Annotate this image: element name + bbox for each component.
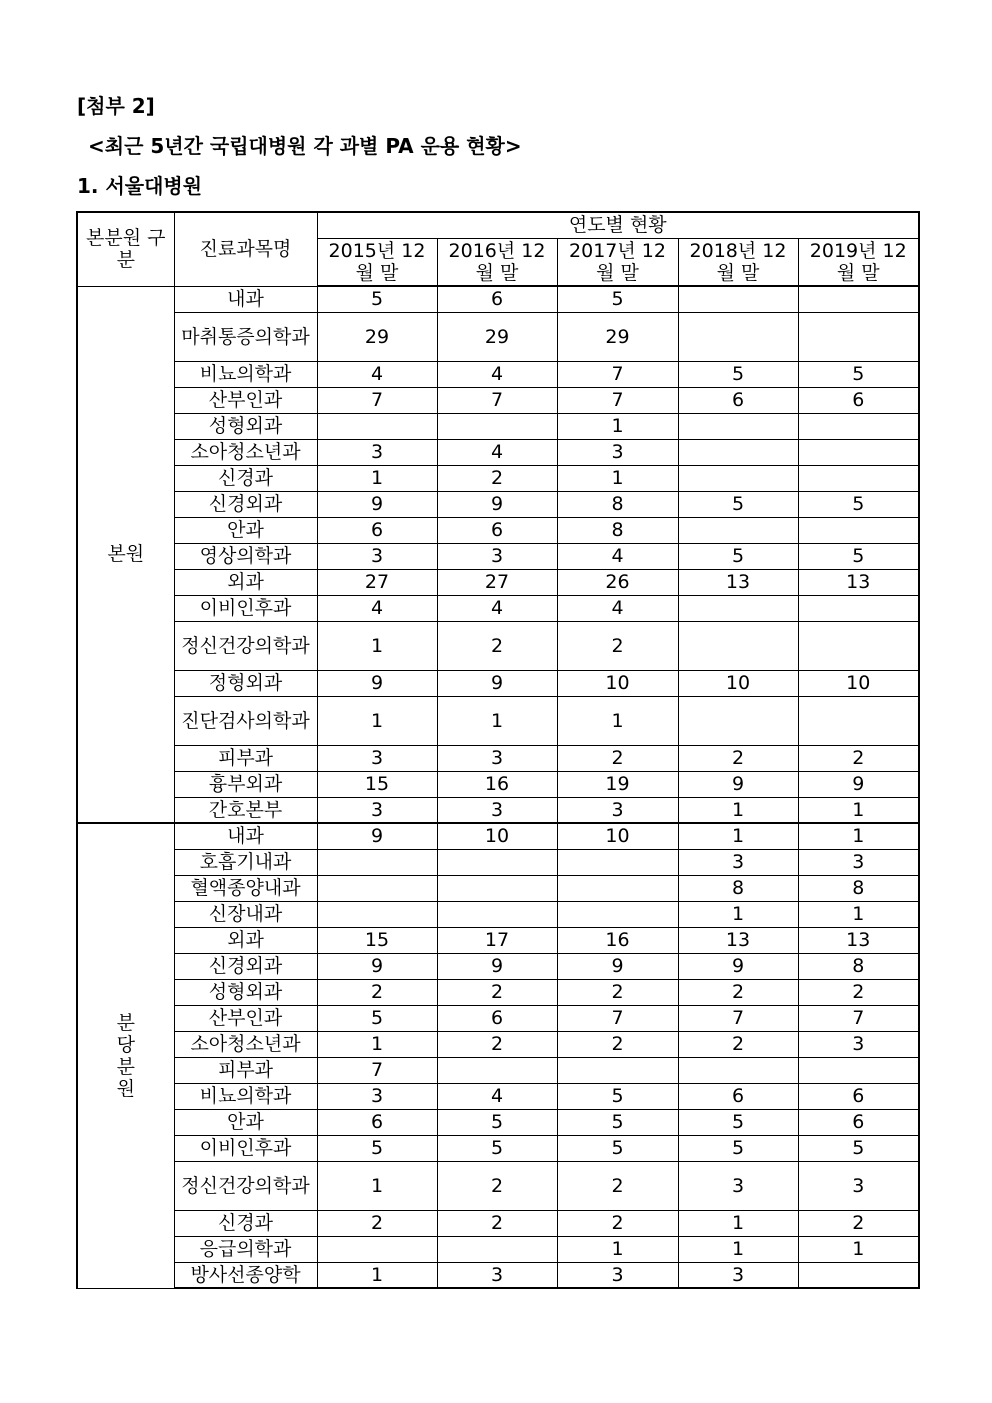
value-cell: 26 — [557, 569, 678, 595]
value-cell: 1 — [678, 901, 798, 927]
value-cell — [678, 696, 798, 745]
value-cell: 27 — [437, 569, 557, 595]
dept-name-cell: 안과 — [174, 517, 317, 543]
value-cell — [678, 595, 798, 621]
document-subtitle: <최근 5년간 국립대병원 각 과별 PA 운용 현황> — [88, 134, 522, 158]
value-cell: 3 — [437, 1262, 557, 1288]
value-cell: 19 — [557, 771, 678, 797]
table-row — [77, 543, 919, 569]
dept-name-cell: 신경과 — [174, 1210, 317, 1236]
value-cell: 3 — [798, 1161, 919, 1210]
value-cell: 1 — [798, 823, 919, 849]
dept-name-cell: 정신건강의학과 — [174, 1161, 317, 1210]
value-cell: 7 — [557, 387, 678, 413]
value-cell: 2 — [437, 465, 557, 491]
value-cell: 1 — [798, 1236, 919, 1262]
dept-name-cell: 이비인후과 — [174, 1135, 317, 1161]
value-cell — [557, 901, 678, 927]
value-cell: 7 — [798, 1005, 919, 1031]
value-cell: 2 — [437, 979, 557, 1005]
dept-name-cell: 비뇨의학과 — [174, 361, 317, 387]
table-row — [77, 797, 919, 823]
value-cell: 10 — [678, 670, 798, 696]
table-row — [77, 670, 919, 696]
value-cell — [678, 621, 798, 670]
value-cell: 5 — [678, 543, 798, 569]
value-cell: 13 — [678, 927, 798, 953]
value-cell — [798, 465, 919, 491]
value-cell: 1 — [557, 696, 678, 745]
section-title: 1. 서울대병원 — [77, 174, 203, 198]
value-cell: 9 — [678, 771, 798, 797]
value-cell — [437, 1057, 557, 1083]
year-header-2: 2016년 12월 말 — [437, 238, 557, 286]
value-cell: 3 — [437, 797, 557, 823]
value-cell — [557, 1057, 678, 1083]
table-row — [77, 1210, 919, 1236]
value-cell — [437, 875, 557, 901]
value-cell: 5 — [317, 286, 437, 312]
value-cell: 3 — [317, 543, 437, 569]
value-cell: 7 — [317, 1057, 437, 1083]
dept-name-cell: 소아청소년과 — [174, 439, 317, 465]
dept-name-cell: 신경외과 — [174, 953, 317, 979]
value-cell: 5 — [317, 1135, 437, 1161]
value-cell: 4 — [557, 543, 678, 569]
group-column-header: 본분원 구분 — [77, 212, 174, 286]
value-cell: 1 — [437, 696, 557, 745]
value-cell: 9 — [437, 670, 557, 696]
value-cell — [317, 849, 437, 875]
value-cell — [798, 413, 919, 439]
value-cell: 1 — [317, 621, 437, 670]
value-cell — [317, 1236, 437, 1262]
value-cell: 17 — [437, 927, 557, 953]
value-cell: 8 — [557, 491, 678, 517]
table-row — [77, 569, 919, 595]
value-cell — [798, 1057, 919, 1083]
year-header-5: 2019년 12월 말 — [798, 238, 919, 286]
value-cell — [437, 901, 557, 927]
value-cell: 10 — [557, 670, 678, 696]
value-cell: 1 — [678, 797, 798, 823]
value-cell: 9 — [317, 823, 437, 849]
value-cell: 9 — [317, 670, 437, 696]
dept-name-cell: 신경과 — [174, 465, 317, 491]
value-cell: 4 — [437, 439, 557, 465]
value-cell: 4 — [557, 595, 678, 621]
value-cell: 3 — [317, 439, 437, 465]
dept-name-cell: 혈액종양내과 — [174, 875, 317, 901]
value-cell: 7 — [437, 387, 557, 413]
dept-name-cell: 피부과 — [174, 745, 317, 771]
value-cell: 5 — [798, 543, 919, 569]
value-cell: 29 — [557, 312, 678, 361]
value-cell — [437, 1236, 557, 1262]
dept-name-cell: 이비인후과 — [174, 595, 317, 621]
value-cell — [317, 901, 437, 927]
value-cell: 1 — [798, 797, 919, 823]
dept-name-cell: 안과 — [174, 1109, 317, 1135]
value-cell: 2 — [678, 745, 798, 771]
dept-name-cell: 간호본부 — [174, 797, 317, 823]
table-row — [77, 595, 919, 621]
dept-name-cell: 외과 — [174, 569, 317, 595]
table-row — [77, 413, 919, 439]
table-row — [77, 465, 919, 491]
value-cell: 2 — [798, 1210, 919, 1236]
dept-name-cell: 산부인과 — [174, 1005, 317, 1031]
table-row — [77, 771, 919, 797]
value-cell: 2 — [678, 979, 798, 1005]
group-label: 분당 분원 — [77, 823, 174, 1288]
value-cell: 6 — [437, 286, 557, 312]
value-cell: 3 — [557, 1262, 678, 1288]
dept-name-cell: 흉부외과 — [174, 771, 317, 797]
value-cell — [798, 621, 919, 670]
value-cell: 16 — [557, 927, 678, 953]
table-row — [77, 1161, 919, 1210]
value-cell: 3 — [437, 745, 557, 771]
value-cell: 5 — [557, 1109, 678, 1135]
value-cell: 2 — [557, 1161, 678, 1210]
dept-column-header: 진료과목명 — [174, 212, 317, 286]
value-cell: 5 — [437, 1135, 557, 1161]
table-row — [77, 1135, 919, 1161]
value-cell: 10 — [798, 670, 919, 696]
dept-name-cell: 정신건강의학과 — [174, 621, 317, 670]
table-row — [77, 1005, 919, 1031]
value-cell: 1 — [557, 413, 678, 439]
value-cell: 5 — [317, 1005, 437, 1031]
value-cell: 9 — [678, 953, 798, 979]
table-row — [77, 1031, 919, 1057]
value-cell: 4 — [437, 361, 557, 387]
value-cell: 3 — [437, 543, 557, 569]
year-group-header: 연도별 현황 — [317, 212, 919, 238]
value-cell: 3 — [678, 1161, 798, 1210]
value-cell — [317, 413, 437, 439]
dept-name-cell: 내과 — [174, 286, 317, 312]
value-cell: 3 — [317, 1083, 437, 1109]
value-cell: 5 — [678, 1109, 798, 1135]
value-cell: 6 — [317, 517, 437, 543]
value-cell: 1 — [678, 1236, 798, 1262]
value-cell: 5 — [557, 1135, 678, 1161]
table-row — [77, 1083, 919, 1109]
value-cell — [678, 413, 798, 439]
value-cell: 2 — [437, 1210, 557, 1236]
dept-name-cell: 성형외과 — [174, 979, 317, 1005]
dept-name-cell: 마취통증의학과 — [174, 312, 317, 361]
dept-name-cell: 응급의학과 — [174, 1236, 317, 1262]
value-cell: 16 — [437, 771, 557, 797]
value-cell — [678, 439, 798, 465]
value-cell — [678, 286, 798, 312]
value-cell: 9 — [798, 771, 919, 797]
year-header-1: 2015년 12월 말 — [317, 238, 437, 286]
value-cell: 15 — [317, 771, 437, 797]
value-cell: 3 — [317, 745, 437, 771]
value-cell: 29 — [317, 312, 437, 361]
table-row — [77, 286, 919, 312]
value-cell: 5 — [798, 1135, 919, 1161]
value-cell: 4 — [317, 595, 437, 621]
table-row — [77, 823, 919, 849]
value-cell: 6 — [798, 387, 919, 413]
value-cell: 7 — [557, 361, 678, 387]
value-cell: 5 — [557, 1083, 678, 1109]
value-cell: 5 — [798, 361, 919, 387]
value-cell: 5 — [437, 1109, 557, 1135]
value-cell: 1 — [798, 901, 919, 927]
table-row — [77, 387, 919, 413]
attachment-label: [첨부 2] — [77, 94, 155, 118]
table-row — [77, 745, 919, 771]
value-cell: 2 — [557, 1210, 678, 1236]
value-cell: 3 — [798, 849, 919, 875]
value-cell: 6 — [317, 1109, 437, 1135]
value-cell: 1 — [317, 465, 437, 491]
dept-name-cell: 소아청소년과 — [174, 1031, 317, 1057]
year-header-4: 2018년 12월 말 — [678, 238, 798, 286]
value-cell: 6 — [798, 1083, 919, 1109]
table-row — [77, 953, 919, 979]
value-cell: 13 — [798, 927, 919, 953]
value-cell: 1 — [557, 465, 678, 491]
table-row — [77, 439, 919, 465]
value-cell: 4 — [437, 595, 557, 621]
value-cell: 2 — [437, 621, 557, 670]
value-cell: 13 — [798, 569, 919, 595]
table-row — [77, 1236, 919, 1262]
dept-name-cell: 피부과 — [174, 1057, 317, 1083]
value-cell: 9 — [557, 953, 678, 979]
value-cell: 3 — [798, 1031, 919, 1057]
value-cell: 10 — [557, 823, 678, 849]
value-cell: 1 — [678, 823, 798, 849]
value-cell — [678, 1057, 798, 1083]
dept-name-cell: 호흡기내과 — [174, 849, 317, 875]
value-cell — [678, 312, 798, 361]
value-cell: 2 — [317, 979, 437, 1005]
value-cell — [798, 439, 919, 465]
dept-name-cell: 진단검사의학과 — [174, 696, 317, 745]
value-cell: 3 — [317, 797, 437, 823]
pa-status-table — [76, 211, 920, 1289]
value-cell: 1 — [317, 696, 437, 745]
value-cell: 7 — [557, 1005, 678, 1031]
table-row — [77, 621, 919, 670]
value-cell: 3 — [557, 439, 678, 465]
value-cell: 3 — [557, 797, 678, 823]
value-cell: 5 — [678, 361, 798, 387]
table-row — [77, 696, 919, 745]
value-cell: 4 — [317, 361, 437, 387]
table-row — [77, 875, 919, 901]
value-cell: 3 — [678, 849, 798, 875]
value-cell — [437, 849, 557, 875]
value-cell — [798, 696, 919, 745]
value-cell: 1 — [678, 1210, 798, 1236]
value-cell: 1 — [557, 1236, 678, 1262]
value-cell — [557, 849, 678, 875]
value-cell: 3 — [678, 1262, 798, 1288]
table-row — [77, 849, 919, 875]
value-cell: 5 — [678, 1135, 798, 1161]
value-cell: 6 — [678, 1083, 798, 1109]
value-cell: 27 — [317, 569, 437, 595]
table-row — [77, 491, 919, 517]
value-cell: 10 — [437, 823, 557, 849]
value-cell: 29 — [437, 312, 557, 361]
value-cell: 2 — [557, 621, 678, 670]
value-cell — [798, 312, 919, 361]
value-cell: 7 — [317, 387, 437, 413]
dept-name-cell: 내과 — [174, 823, 317, 849]
table-row — [77, 312, 919, 361]
value-cell: 2 — [317, 1210, 437, 1236]
dept-name-cell: 방사선종양학 — [174, 1262, 317, 1288]
value-cell: 2 — [798, 979, 919, 1005]
group-label: 본원 — [77, 286, 174, 823]
value-cell — [798, 595, 919, 621]
value-cell: 2 — [678, 1031, 798, 1057]
value-cell: 9 — [437, 491, 557, 517]
table-row — [77, 901, 919, 927]
table-row — [77, 927, 919, 953]
value-cell — [317, 875, 437, 901]
dept-name-cell: 영상의학과 — [174, 543, 317, 569]
dept-name-cell: 신경외과 — [174, 491, 317, 517]
value-cell — [798, 1262, 919, 1288]
value-cell — [557, 875, 678, 901]
value-cell: 1 — [317, 1161, 437, 1210]
value-cell: 1 — [317, 1262, 437, 1288]
table-row — [77, 1057, 919, 1083]
value-cell: 2 — [437, 1161, 557, 1210]
table-row — [77, 1262, 919, 1288]
value-cell — [798, 517, 919, 543]
value-cell: 2 — [557, 979, 678, 1005]
value-cell: 7 — [678, 1005, 798, 1031]
value-cell: 4 — [437, 1083, 557, 1109]
table-row — [77, 361, 919, 387]
dept-name-cell: 비뇨의학과 — [174, 1083, 317, 1109]
value-cell: 6 — [678, 387, 798, 413]
value-cell: 8 — [678, 875, 798, 901]
table-row — [77, 517, 919, 543]
value-cell — [678, 517, 798, 543]
value-cell: 6 — [437, 1005, 557, 1031]
table-row — [77, 1109, 919, 1135]
value-cell: 9 — [437, 953, 557, 979]
value-cell: 6 — [798, 1109, 919, 1135]
value-cell: 5 — [678, 491, 798, 517]
dept-name-cell: 정형외과 — [174, 670, 317, 696]
value-cell: 9 — [317, 491, 437, 517]
value-cell: 15 — [317, 927, 437, 953]
value-cell — [798, 286, 919, 312]
value-cell: 5 — [557, 286, 678, 312]
dept-name-cell: 산부인과 — [174, 387, 317, 413]
value-cell: 2 — [798, 745, 919, 771]
value-cell: 9 — [317, 953, 437, 979]
value-cell: 13 — [678, 569, 798, 595]
value-cell — [437, 413, 557, 439]
table-row — [77, 979, 919, 1005]
year-header-3: 2017년 12월 말 — [557, 238, 678, 286]
value-cell: 5 — [798, 491, 919, 517]
value-cell: 8 — [798, 953, 919, 979]
value-cell: 8 — [798, 875, 919, 901]
value-cell — [678, 465, 798, 491]
value-cell: 2 — [557, 745, 678, 771]
dept-name-cell: 외과 — [174, 927, 317, 953]
value-cell: 1 — [317, 1031, 437, 1057]
dept-name-cell: 신장내과 — [174, 901, 317, 927]
value-cell: 6 — [437, 517, 557, 543]
value-cell: 2 — [437, 1031, 557, 1057]
value-cell: 8 — [557, 517, 678, 543]
value-cell: 2 — [557, 1031, 678, 1057]
dept-name-cell: 성형외과 — [174, 413, 317, 439]
